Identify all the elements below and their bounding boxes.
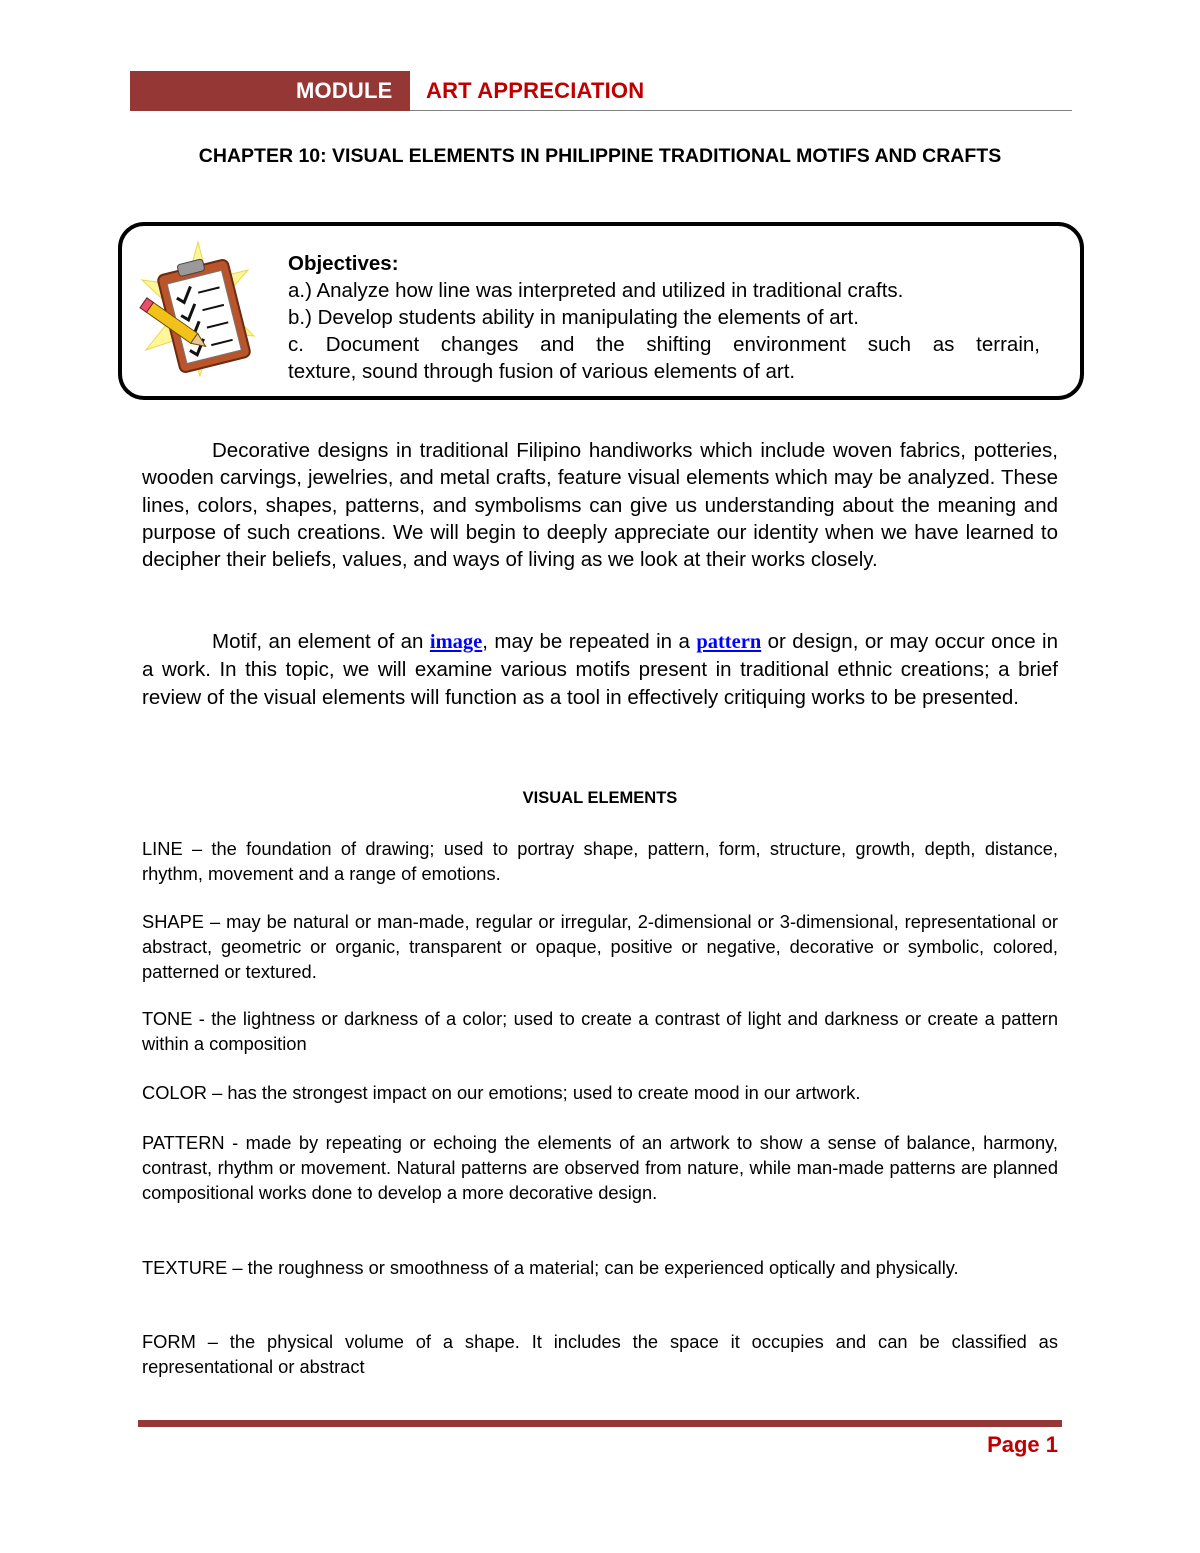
element-line-definition: LINE – the foundation of drawing; used to portray shape, pattern, form, structure, growth, depth, distance, rhythm, movement and a range of emotions.	[142, 838, 1058, 884]
objectives-heading: Objectives:	[288, 252, 399, 275]
element-color-definition: COLOR – has the strongest impact on our emotions; used to create mood in our artwork.	[142, 1082, 861, 1103]
element-form-definition: FORM – the physical volume of a shape. It includes the space it occupies and can be classified as representational or abstract	[142, 1331, 1058, 1377]
pattern-link[interactable]: pattern	[696, 631, 762, 653]
module-label: MODULE	[296, 78, 393, 103]
motif-text: Motif, an element of an	[212, 630, 430, 653]
intro-paragraph: Decorative designs in traditional Filipino handiworks which include woven fabrics, potteries, wooden carvings, jewelries, and metal crafts, feature visual elements which may be analyzed. These lines, colors, shapes, patterns, and symbolisms can give us understanding about the meaning and purpose of such creations. We will begin to deeply appreciate our identity when we have learned to decipher their beliefs, values, and ways of living as we look at their works closely.	[142, 439, 1058, 572]
chapter-title: CHAPTER 10: VISUAL ELEMENTS IN PHILIPPINE TRADITIONAL MOTIFS AND CRAFTS	[198, 145, 1002, 167]
section-heading: VISUAL ELEMENTS	[522, 789, 678, 807]
element-shape-definition: SHAPE – may be natural or man-made, regular or irregular, 2-dimensional or 3-dimensional, representational or abstract, geometric or organic, transparent or opaque, positive or negative, decorative or symbolic, colored, patterned or textured.	[142, 911, 1058, 982]
objective-item: texture, sound through fusion of various elements of art.	[288, 360, 796, 383]
objective-item: b.) Develop students ability in manipulating the elements of art.	[288, 306, 859, 329]
page-number: Page 1	[987, 1432, 1058, 1457]
element-texture-definition: TEXTURE – the roughness or smoothness of a material; can be experienced optically and physically.	[142, 1257, 959, 1278]
course-title: ART APPRECIATION	[426, 78, 645, 103]
element-pattern-definition: PATTERN - made by repeating or echoing the elements of an artwork to show a sense of balance, harmony, contrast, rhythm or movement. Natural patterns are observed from nature, while man-made patterns are planned compositional works done to develop a more decorative design.	[142, 1132, 1058, 1203]
objectives-list	[288, 250, 1040, 385]
objective-item: a.) Analyze how line was interpreted and utilized in traditional crafts.	[288, 279, 904, 302]
clipboard-checklist-icon	[138, 240, 258, 380]
image-link[interactable]: image	[429, 631, 483, 653]
motif-paragraph	[142, 628, 1058, 711]
motif-text: , may be repeated in a	[482, 630, 697, 653]
header-rule	[410, 110, 1072, 111]
footer-rule	[138, 1420, 1062, 1427]
motif-text: or design, or may occur once in a work. In this topic, we will examine various motifs present in traditional ethnic creations; a brief review of the visual elements will function as a tool in effectively critiquing works to be presented.	[142, 630, 1059, 709]
objective-item: c. Document changes and the shifting environment such as terrain,	[288, 333, 1040, 356]
element-tone-definition: TONE - the lightness or darkness of a color; used to create a contrast of light and darkness or create a pattern within a composition	[142, 1008, 1058, 1054]
